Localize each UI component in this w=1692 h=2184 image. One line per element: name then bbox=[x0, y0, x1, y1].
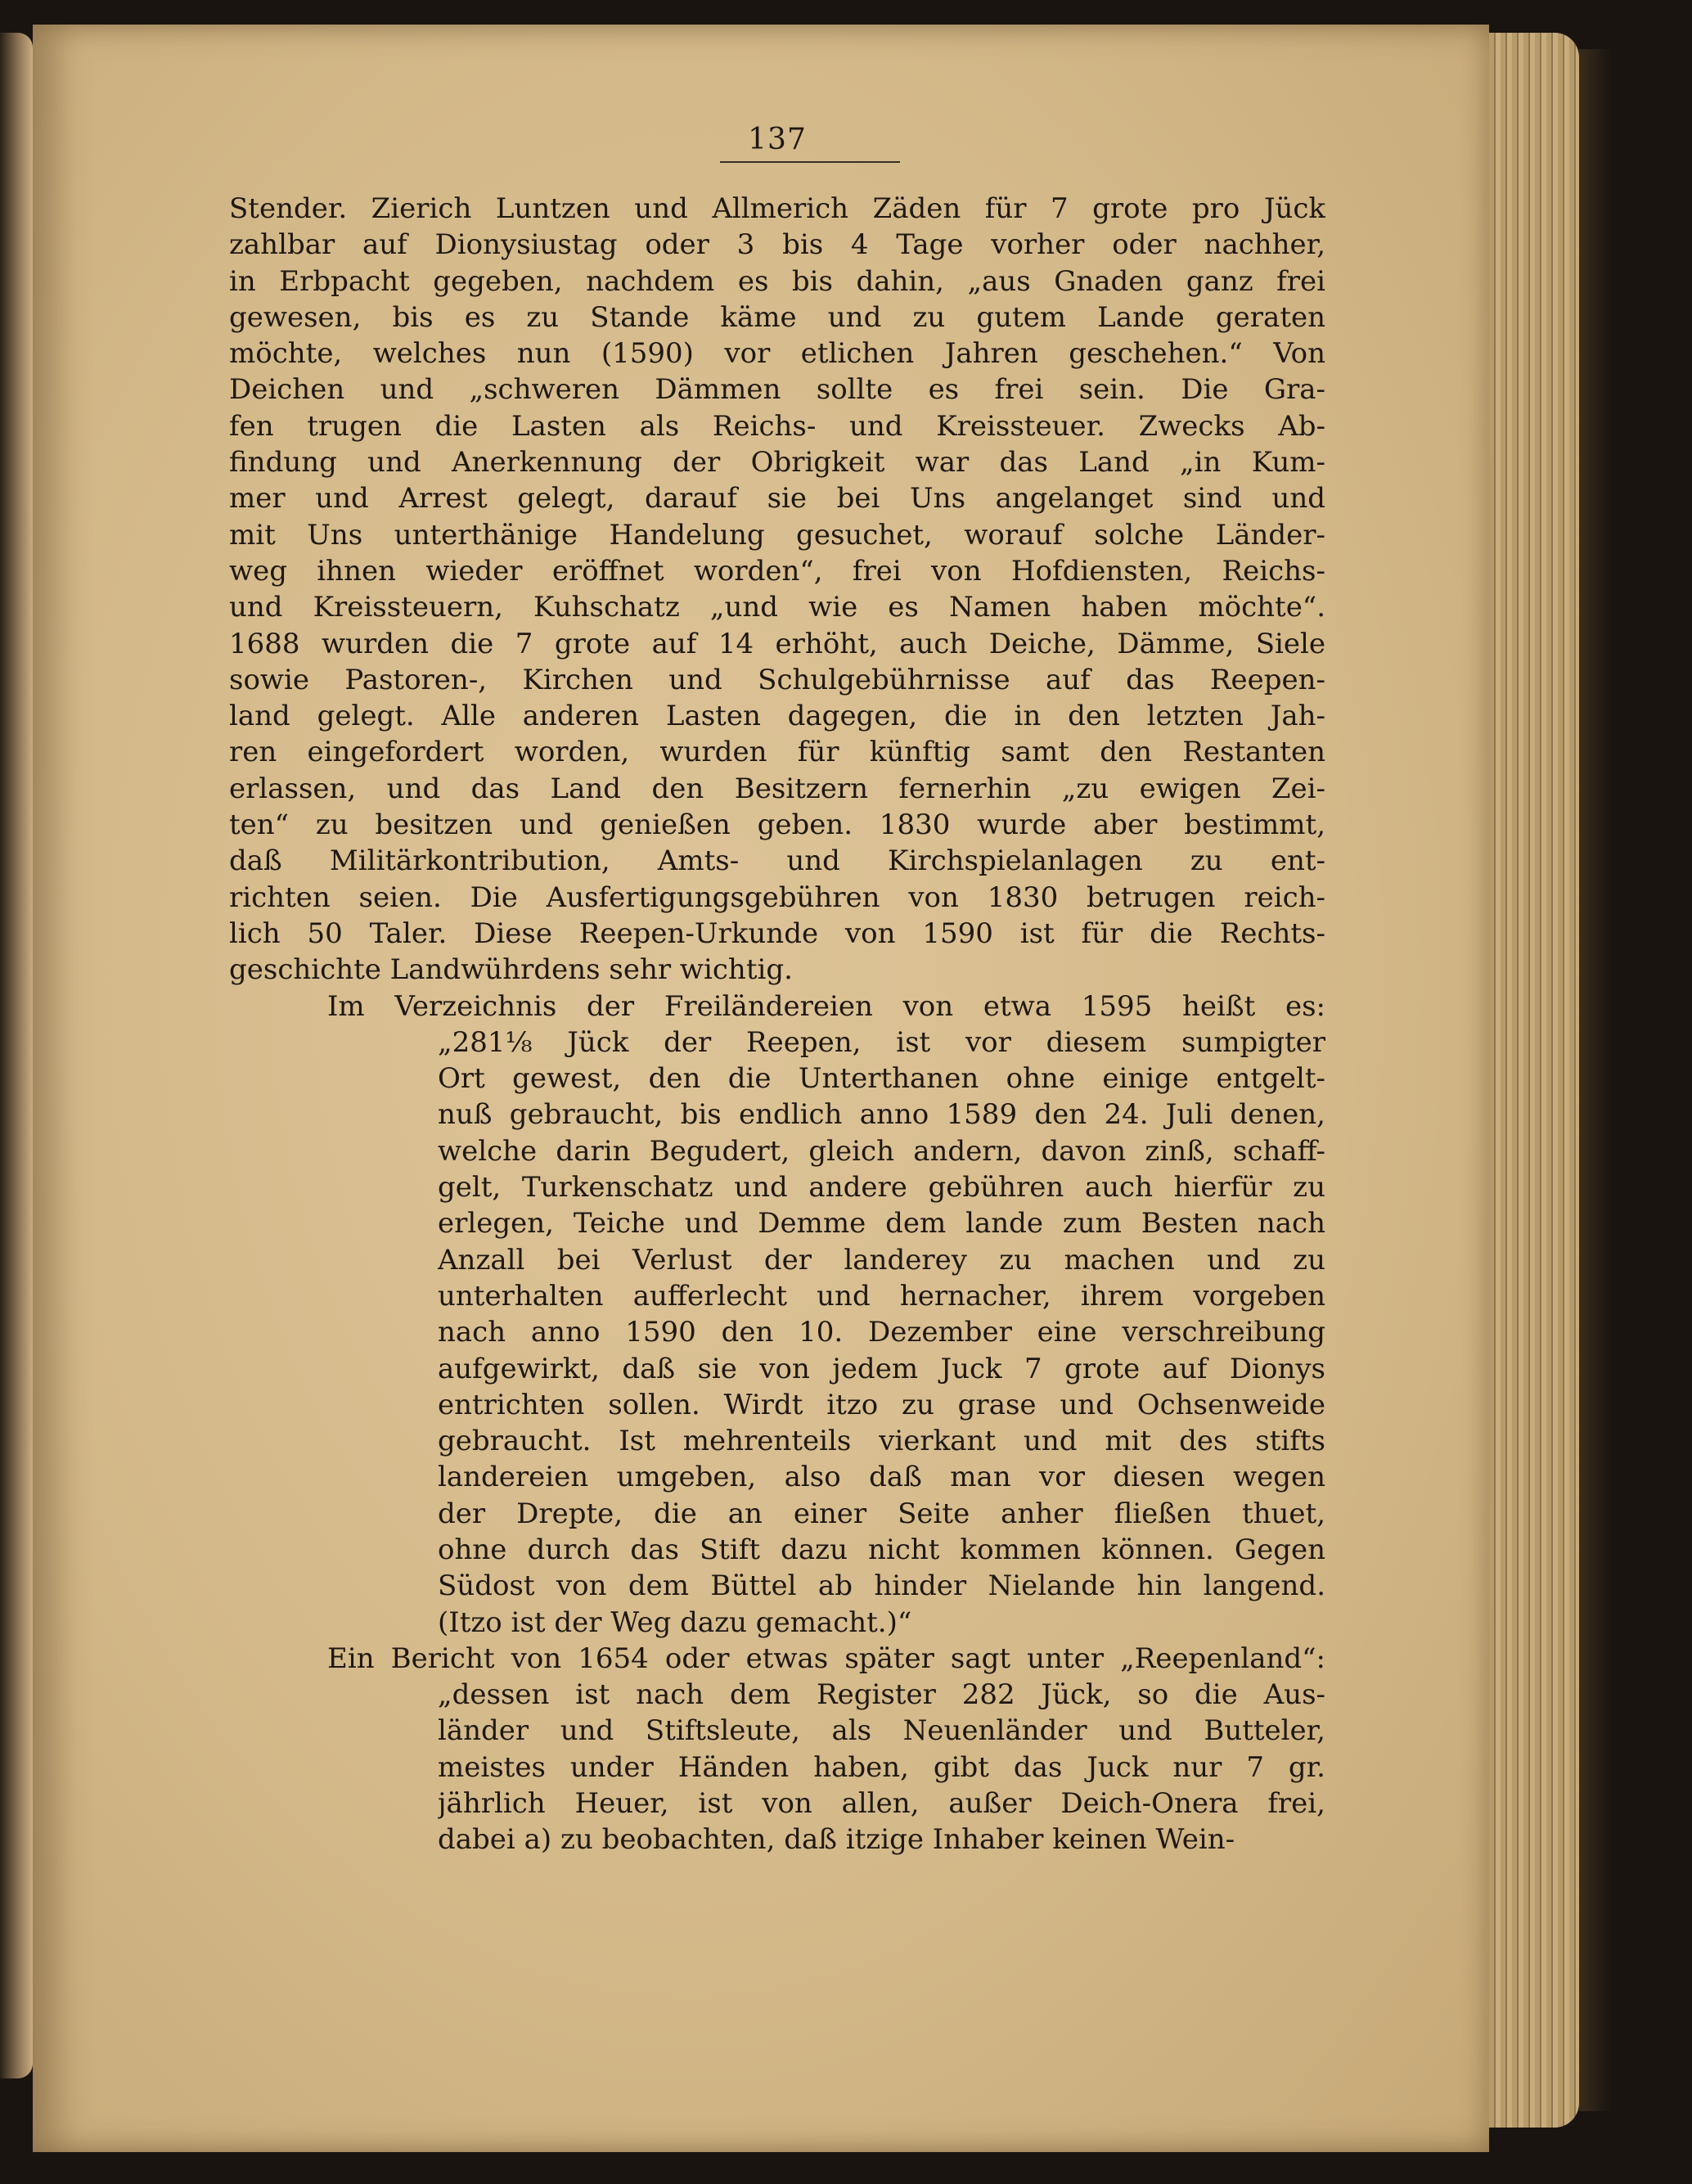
text-line: sowie Pastoren-, Kirchen und Schulgebührnisse auf das Reepen- bbox=[229, 663, 1325, 696]
text-line: meistes under Händen haben, gibt das Juck nur 7 gr. bbox=[438, 1750, 1325, 1784]
text-line: unterhalten aufferlecht und hernacher, ihrem vorgeben bbox=[438, 1279, 1325, 1313]
text-line: land gelegt. Alle anderen Lasten dagegen, die in den letzten Jah- bbox=[229, 700, 1325, 733]
intro-paragraph bbox=[229, 988, 1325, 1024]
text-line: 1688 wurden die 7 grote auf 14 erhöht, auch Deiche, Dämme, Siele bbox=[229, 627, 1325, 660]
text-line: geschichte Landwührdens sehr wichtig. bbox=[229, 953, 793, 987]
text-line: ten“ zu besitzen und genießen geben. 1830 wurde aber bestimmt, bbox=[229, 808, 1325, 842]
text-line: daß Militärkontribution, Amts- und Kirchspielanlagen zu ent- bbox=[229, 844, 1325, 878]
text-line: welche darin Begudert, gleich andern, davon zinß, schaff- bbox=[438, 1134, 1325, 1168]
text-line: und Kreissteuern, Kuhschatz „und wie es Namen haben möchte“. bbox=[229, 591, 1325, 624]
text-line: Im Verzeichnis der Freiländereien von etwa 1595 heißt es: bbox=[327, 989, 1325, 1023]
text-line: Südost von dem Büttel ab hinder Nielande hin langend. bbox=[438, 1569, 1325, 1603]
text-line: entrichten sollen. Wirdt itzo zu grase und Ochsenweide bbox=[438, 1388, 1325, 1421]
page-content bbox=[229, 123, 1325, 1858]
text-line: Ein Bericht von 1654 oder etwas später sagt unter „Reepenland“: bbox=[327, 1641, 1325, 1675]
text-line: Stender. Zierich Luntzen und Allmerich Zäden für 7 grote pro Jück bbox=[229, 192, 1325, 225]
page-stack-shadow bbox=[1579, 49, 1612, 2111]
text-line: möchte, welches nun (1590) vor etlichen Jahren geschehen.“ Von bbox=[229, 337, 1325, 371]
paragraph bbox=[229, 191, 1325, 988]
text-line: Ort gewest, den die Unterthanen ohne einige entgelt- bbox=[438, 1062, 1325, 1096]
text-line: fen trugen die Lasten als Reichs- und Kreissteuer. Zwecks Ab- bbox=[229, 409, 1325, 443]
left-page-edge bbox=[0, 33, 33, 2078]
text-line: lich 50 Taler. Diese Reepen-Urkunde von 1590 ist für die Rechts- bbox=[229, 916, 1325, 950]
intro-paragraph bbox=[229, 1641, 1325, 1677]
text-line: in Erbpacht gegeben, nachdem es bis dahin, „aus Gnaden ganz frei bbox=[229, 264, 1325, 298]
text-line: (Itzo ist der Weg dazu gemacht.)“ bbox=[438, 1605, 912, 1639]
text-line: jährlich Heuer, ist von allen, außer Deich-Onera frei, bbox=[438, 1787, 1325, 1821]
page-number: 137 bbox=[748, 123, 807, 156]
quote-block bbox=[229, 1677, 1325, 1858]
quote-block bbox=[229, 1024, 1325, 1641]
text-line: nach anno 1590 den 10. Dezember eine verschreibung bbox=[438, 1316, 1325, 1349]
text-line: ohne durch das Stift dazu nicht kommen können. Gegen bbox=[438, 1533, 1325, 1566]
page-stack-edge bbox=[1489, 33, 1579, 2128]
text-line: erlegen, Teiche und Demme dem lande zum Besten nach bbox=[438, 1207, 1325, 1241]
text-line: zahlbar auf Dionysiustag oder 3 bis 4 Tage vorher oder nachher, bbox=[229, 228, 1325, 262]
text-line: weg ihnen wieder eröffnet worden“, frei von Hofdiensten, Reichs- bbox=[229, 554, 1325, 588]
text-line: erlassen, und das Land den Besitzern fernerhin „zu ewigen Zei- bbox=[229, 772, 1325, 805]
text-line: mer und Arrest gelegt, darauf sie bei Uns angelanget sind und bbox=[229, 482, 1325, 516]
text-line: gelt, Turkenschatz und andere gebühren auch hierfür zu bbox=[438, 1171, 1325, 1205]
text-line: gebraucht. Ist mehrenteils vierkant und mit des stifts bbox=[438, 1425, 1325, 1458]
text-line: „dessen ist nach dem Register 282 Jück, so die Aus- bbox=[438, 1678, 1325, 1712]
body-text bbox=[229, 191, 1325, 1858]
text-line: Anzall bei Verlust der landerey zu machen und zu bbox=[438, 1243, 1325, 1277]
text-line: aufgewirkt, daß sie von jedem Juck 7 grote auf Dionys bbox=[438, 1352, 1325, 1385]
text-line: nuß gebraucht, bis endlich anno 1589 den 24. Juli denen, bbox=[438, 1098, 1325, 1132]
text-line: richten seien. Die Ausfertigungsgebühren von 1830 betrugen reich- bbox=[229, 880, 1325, 914]
text-line: „281⅛ Jück der Reepen, ist vor diesem sumpigter bbox=[438, 1025, 1325, 1059]
text-line: findung und Anerkennung der Obrigkeit war das Land „in Kum- bbox=[229, 446, 1325, 480]
text-line: gewesen, bis es zu Stande käme und zu gutem Lande geraten bbox=[229, 300, 1325, 334]
text-line: dabei a) zu beobachten, daß itzige Inhaber keinen Wein- bbox=[438, 1823, 1235, 1857]
text-line: ren eingefordert worden, wurden für künftig samt den Restanten bbox=[229, 736, 1325, 769]
text-line: landereien umgeben, also daß man vor diesen wegen bbox=[438, 1461, 1325, 1494]
text-line: Deichen und „schweren Dämmen sollte es frei sein. Die Gra- bbox=[229, 373, 1325, 407]
text-line: länder und Stiftsleute, als Neuenländer und Butteler, bbox=[438, 1714, 1325, 1748]
text-line: der Drepte, die an einer Seite anher fließen thuet, bbox=[438, 1497, 1325, 1530]
header-rule bbox=[720, 161, 900, 163]
text-line: mit Uns unterthänige Handelung gesuchet, worauf solche Länder- bbox=[229, 518, 1325, 552]
